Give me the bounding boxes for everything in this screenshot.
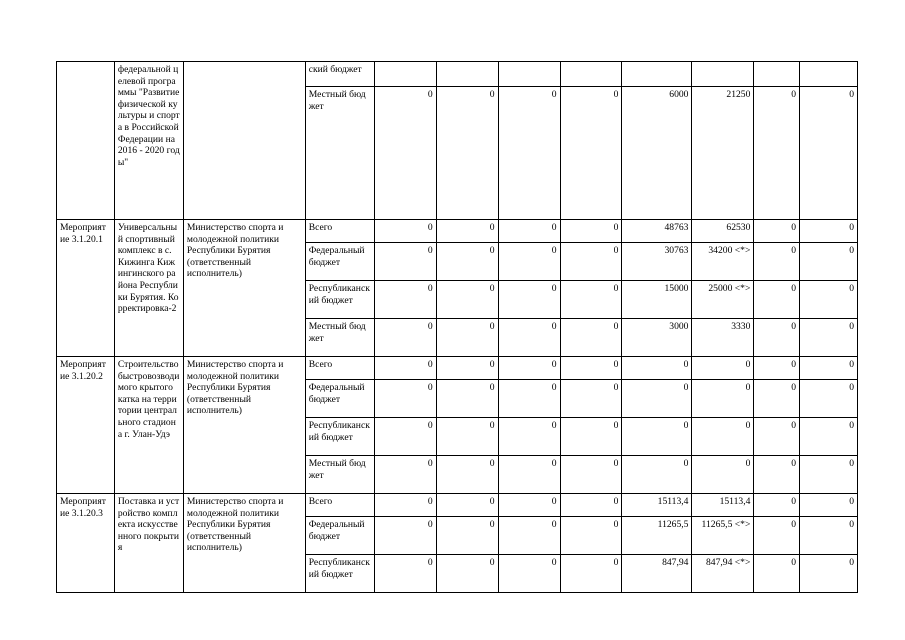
value-cell: 0 — [800, 243, 858, 281]
funding-source-cell: Республиканский бюджет — [305, 555, 374, 593]
value-cell: 25000 <*> — [692, 281, 754, 319]
value-cell: 0 — [374, 243, 436, 281]
value-cell: 0 — [436, 220, 498, 243]
table-row — [57, 62, 858, 87]
value-cell: 0 — [436, 494, 498, 517]
value-cell — [754, 62, 800, 87]
funding-source-cell: ский бюджет — [305, 62, 374, 87]
value-cell: 0 — [498, 357, 560, 380]
value-cell: 0 — [622, 357, 692, 380]
value-cell: 0 — [498, 517, 560, 555]
table-row — [57, 220, 858, 243]
value-cell: 0 — [560, 319, 622, 357]
value-cell: 0 — [436, 87, 498, 220]
value-cell: 0 — [560, 517, 622, 555]
value-cell: 0 — [560, 281, 622, 319]
value-cell: 0 — [754, 319, 800, 357]
value-cell: 0 — [374, 87, 436, 220]
value-cell: 0 — [560, 418, 622, 456]
value-cell: 0 — [800, 87, 858, 220]
value-cell: 0 — [374, 456, 436, 494]
value-cell: 0 — [560, 220, 622, 243]
value-cell: 0 — [436, 555, 498, 593]
value-cell — [622, 62, 692, 87]
value-cell: 0 — [754, 220, 800, 243]
value-cell: 0 — [498, 281, 560, 319]
value-cell: 48763 — [622, 220, 692, 243]
value-cell: 0 — [754, 243, 800, 281]
event-name-cell: Поставка и устройство комплекта искусственного покрытия — [114, 494, 183, 593]
value-cell — [800, 62, 858, 87]
budget-table — [56, 61, 858, 593]
value-cell: 0 — [374, 517, 436, 555]
funding-source-cell: Федеральный бюджет — [305, 243, 374, 281]
value-cell: 0 — [800, 220, 858, 243]
executor-cell: Министерство спорта и молодежной политики Республики Бурятия (ответственный исполнитель) — [183, 357, 305, 494]
value-cell: 15113,4 — [692, 494, 754, 517]
value-cell — [692, 62, 754, 87]
value-cell: 34200 <*> — [692, 243, 754, 281]
funding-source-cell: Всего — [305, 357, 374, 380]
table-row — [57, 357, 858, 380]
funding-source-cell: Местный бюджет — [305, 87, 374, 220]
value-cell: 15000 — [622, 281, 692, 319]
event-name-cell: Универсальный спортивный комплекс в с. Кижинга Кижингинского района Республики Бурятия. Корректировка-2 — [114, 220, 183, 357]
value-cell: 0 — [754, 494, 800, 517]
value-cell: 0 — [754, 380, 800, 418]
value-cell: 0 — [622, 380, 692, 418]
executor-cell — [183, 62, 305, 220]
value-cell: 0 — [498, 243, 560, 281]
value-cell: 0 — [560, 456, 622, 494]
value-cell: 0 — [560, 380, 622, 418]
value-cell: 0 — [800, 281, 858, 319]
event-code-cell: Мероприятие 3.1.20.2 — [57, 357, 115, 494]
value-cell: 0 — [374, 281, 436, 319]
value-cell: 30763 — [622, 243, 692, 281]
value-cell: 0 — [436, 456, 498, 494]
value-cell: 0 — [436, 517, 498, 555]
event-code-cell — [57, 62, 115, 220]
value-cell: 0 — [498, 494, 560, 517]
value-cell: 0 — [374, 494, 436, 517]
value-cell: 3000 — [622, 319, 692, 357]
value-cell: 0 — [800, 494, 858, 517]
value-cell: 0 — [560, 243, 622, 281]
value-cell: 0 — [374, 380, 436, 418]
value-cell: 0 — [754, 357, 800, 380]
value-cell: 0 — [800, 517, 858, 555]
value-cell: 0 — [754, 87, 800, 220]
value-cell: 0 — [754, 555, 800, 593]
event-code-cell: Мероприятие 3.1.20.3 — [57, 494, 115, 593]
value-cell: 62530 — [692, 220, 754, 243]
value-cell: 0 — [560, 357, 622, 380]
value-cell: 0 — [498, 87, 560, 220]
value-cell: 0 — [800, 418, 858, 456]
funding-source-cell: Федеральный бюджет — [305, 380, 374, 418]
value-cell: 0 — [754, 456, 800, 494]
value-cell: 0 — [436, 319, 498, 357]
value-cell: 11265,5 — [622, 517, 692, 555]
value-cell: 0 — [800, 319, 858, 357]
value-cell: 0 — [622, 418, 692, 456]
program-name-cell: федеральной целевой программы "Развитие физической культуры и спорта в Российской Федерации на 2016 - 2020 годы" — [114, 62, 183, 220]
value-cell: 0 — [498, 456, 560, 494]
value-cell: 0 — [800, 456, 858, 494]
value-cell: 847,94 <*> — [692, 555, 754, 593]
executor-cell: Министерство спорта и молодежной политики Республики Бурятия (ответственный исполнитель) — [183, 494, 305, 593]
value-cell: 847,94 — [622, 555, 692, 593]
value-cell: 0 — [560, 555, 622, 593]
value-cell: 0 — [800, 357, 858, 380]
funding-source-cell: Всего — [305, 220, 374, 243]
value-cell: 0 — [622, 456, 692, 494]
value-cell: 0 — [800, 380, 858, 418]
value-cell: 6000 — [622, 87, 692, 220]
value-cell: 15113,4 — [622, 494, 692, 517]
funding-source-cell: Республиканский бюджет — [305, 418, 374, 456]
value-cell: 0 — [436, 243, 498, 281]
value-cell — [374, 62, 436, 87]
event-code-cell: Мероприятие 3.1.20.1 — [57, 220, 115, 357]
table-row — [57, 494, 858, 517]
value-cell: 0 — [436, 281, 498, 319]
value-cell: 0 — [800, 555, 858, 593]
value-cell: 0 — [754, 418, 800, 456]
value-cell: 0 — [754, 281, 800, 319]
value-cell: 0 — [436, 418, 498, 456]
funding-source-cell: Республиканский бюджет — [305, 281, 374, 319]
table-body — [57, 62, 858, 593]
value-cell: 0 — [436, 357, 498, 380]
value-cell: 0 — [374, 220, 436, 243]
value-cell: 11265,5 <*> — [692, 517, 754, 555]
value-cell: 0 — [374, 555, 436, 593]
funding-source-cell: Местный бюджет — [305, 319, 374, 357]
value-cell: 0 — [498, 380, 560, 418]
value-cell — [560, 62, 622, 87]
value-cell: 0 — [692, 357, 754, 380]
value-cell: 0 — [498, 319, 560, 357]
value-cell: 0 — [692, 456, 754, 494]
value-cell: 0 — [498, 555, 560, 593]
funding-source-cell: Федеральный бюджет — [305, 517, 374, 555]
value-cell: 0 — [436, 380, 498, 418]
value-cell: 0 — [692, 380, 754, 418]
value-cell: 21250 — [692, 87, 754, 220]
value-cell — [436, 62, 498, 87]
value-cell: 0 — [692, 418, 754, 456]
value-cell: 0 — [754, 517, 800, 555]
value-cell: 0 — [374, 357, 436, 380]
value-cell: 0 — [374, 418, 436, 456]
value-cell: 0 — [498, 220, 560, 243]
value-cell: 3330 — [692, 319, 754, 357]
value-cell: 0 — [374, 319, 436, 357]
value-cell: 0 — [498, 418, 560, 456]
funding-source-cell: Местный бюджет — [305, 456, 374, 494]
event-name-cell: Строительство быстровозводимого крытого катка на территории центрального стадиона г. Улан-Удэ — [114, 357, 183, 494]
funding-source-cell: Всего — [305, 494, 374, 517]
value-cell — [498, 62, 560, 87]
value-cell: 0 — [560, 87, 622, 220]
value-cell: 0 — [560, 494, 622, 517]
executor-cell: Министерство спорта и молодежной политики Республики Бурятия (ответственный исполнитель) — [183, 220, 305, 357]
